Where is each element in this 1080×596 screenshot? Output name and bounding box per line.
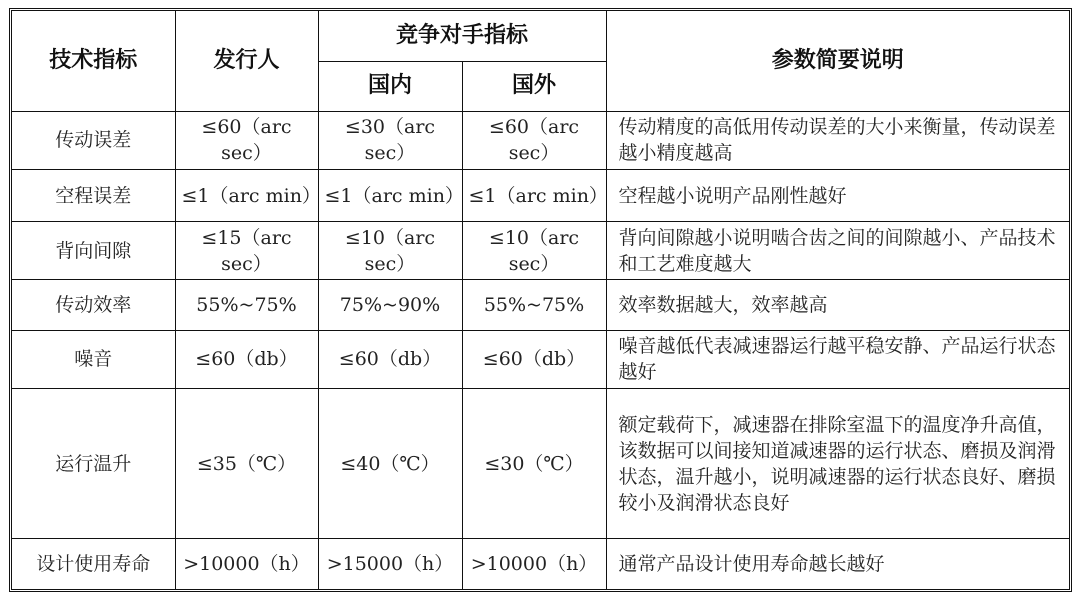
cell-issuer: ≤60（db） — [175, 330, 318, 388]
cell-domestic: ≤30（arc sec） — [318, 111, 462, 169]
table-row — [12, 222, 1069, 280]
table-row — [12, 111, 1069, 169]
cell-foreign: ≤60（db） — [462, 330, 606, 388]
header-description: 参数简要说明 — [606, 11, 1069, 111]
cell-foreign: 55%~75% — [462, 280, 606, 330]
cell-description: 空程越小说明产品刚性越好 — [606, 170, 1069, 222]
header-competitor: 竞争对手指标 — [318, 11, 606, 61]
header-foreign: 国外 — [462, 61, 606, 111]
cell-issuer: >10000（h） — [175, 539, 318, 589]
cell-description: 传动精度的高低用传动误差的大小来衡量，传动误差越小精度越高 — [606, 111, 1069, 169]
cell-domestic: 75%~90% — [318, 280, 462, 330]
cell-domestic: ≤1（arc min） — [318, 170, 462, 222]
cell-domestic: ≤40（℃） — [318, 388, 462, 539]
cell-description: 效率数据越大，效率越高 — [606, 280, 1069, 330]
comparison-table — [12, 11, 1069, 589]
cell-issuer: ≤35（℃） — [175, 388, 318, 539]
cell-foreign: ≤60（arc sec） — [462, 111, 606, 169]
table-row — [12, 539, 1069, 589]
cell-domestic: ≤10（arc sec） — [318, 222, 462, 280]
cell-metric: 空程误差 — [12, 170, 175, 222]
header-row — [12, 11, 1069, 61]
header-domestic: 国内 — [318, 61, 462, 111]
table-row — [12, 330, 1069, 388]
table-row — [12, 280, 1069, 330]
header-metric: 技术指标 — [12, 11, 175, 111]
header-issuer: 发行人 — [175, 11, 318, 111]
cell-metric: 设计使用寿命 — [12, 539, 175, 589]
cell-description: 额定载荷下，减速器在排除室温下的温度净升高值，该数据可以间接知道减速器的运行状态、磨损及润滑状态，温升越小，说明减速器的运行状态良好、磨损较小及润滑状态良好 — [606, 388, 1069, 539]
cell-foreign: ≤30（℃） — [462, 388, 606, 539]
cell-metric: 传动误差 — [12, 111, 175, 169]
cell-metric: 噪音 — [12, 330, 175, 388]
cell-issuer: ≤15（arc sec） — [175, 222, 318, 280]
cell-issuer: ≤60（arc sec） — [175, 111, 318, 169]
cell-metric: 传动效率 — [12, 280, 175, 330]
cell-description: 背向间隙越小说明啮合齿之间的间隙越小、产品技术和工艺难度越大 — [606, 222, 1069, 280]
cell-metric: 背向间隙 — [12, 222, 175, 280]
cell-foreign: ≤1（arc min） — [462, 170, 606, 222]
cell-metric: 运行温升 — [12, 388, 175, 539]
cell-description: 通常产品设计使用寿命越长越好 — [606, 539, 1069, 589]
cell-issuer: 55%~75% — [175, 280, 318, 330]
cell-foreign: ≤10（arc sec） — [462, 222, 606, 280]
cell-domestic: ≤60（db） — [318, 330, 462, 388]
table-row — [12, 170, 1069, 222]
cell-domestic: >15000（h） — [318, 539, 462, 589]
cell-issuer: ≤1（arc min） — [175, 170, 318, 222]
cell-description: 噪音越低代表减速器运行越平稳安静、产品运行状态越好 — [606, 330, 1069, 388]
cell-foreign: >10000（h） — [462, 539, 606, 589]
comparison-table-frame — [9, 8, 1072, 592]
table-row — [12, 388, 1069, 539]
